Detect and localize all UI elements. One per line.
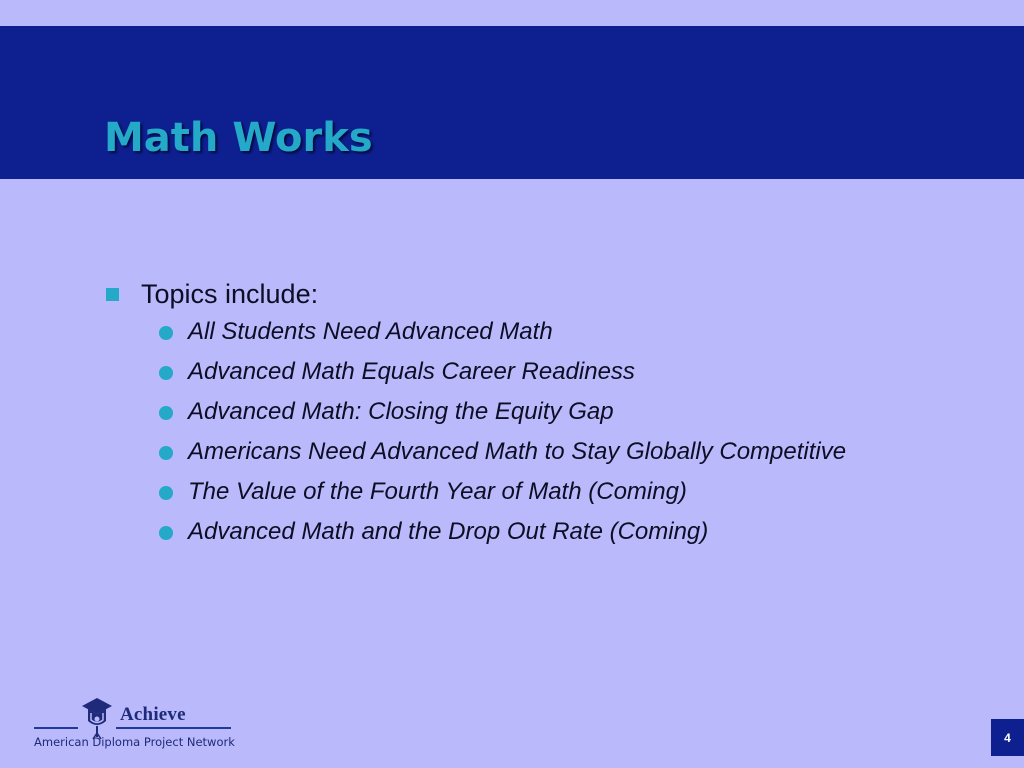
achieve-logo [34, 697, 239, 755]
list-item [157, 476, 877, 507]
list-item [157, 436, 877, 467]
topics-heading: Topics include: [141, 279, 319, 309]
list-item-text: Advanced Math: Closing the Equity Gap [188, 398, 614, 425]
list-item [157, 396, 877, 427]
list-item [157, 516, 877, 547]
list-item-text: Americans Need Advanced Math to Stay Globally Competitive [188, 438, 847, 465]
logo-rule-left [34, 727, 78, 729]
topics-bullet [106, 279, 318, 310]
circle-bullet-icon [159, 326, 173, 340]
logo-subtitle: American Diploma Project Network [34, 735, 235, 749]
circle-bullet-icon [159, 366, 173, 380]
slide-title: Math Works [104, 115, 373, 161]
circle-bullet-icon [159, 406, 173, 420]
topics-list [157, 316, 877, 556]
circle-bullet-icon [159, 446, 173, 460]
page-number-box [991, 719, 1024, 756]
list-item-text: The Value of the Fourth Year of Math (Coming) [188, 478, 687, 505]
logo-rule-right [116, 727, 231, 729]
list-item-text: Advanced Math and the Drop Out Rate (Coming) [188, 518, 709, 545]
circle-bullet-icon [159, 526, 173, 540]
page-number: 4 [1004, 730, 1011, 745]
logo-name: Achieve [120, 704, 186, 725]
list-item-text: Advanced Math Equals Career Readiness [188, 358, 635, 385]
circle-bullet-icon [159, 486, 173, 500]
list-item-text: All Students Need Advanced Math [188, 318, 553, 345]
list-item [157, 356, 877, 387]
square-bullet-icon [106, 288, 119, 301]
list-item [157, 316, 877, 347]
